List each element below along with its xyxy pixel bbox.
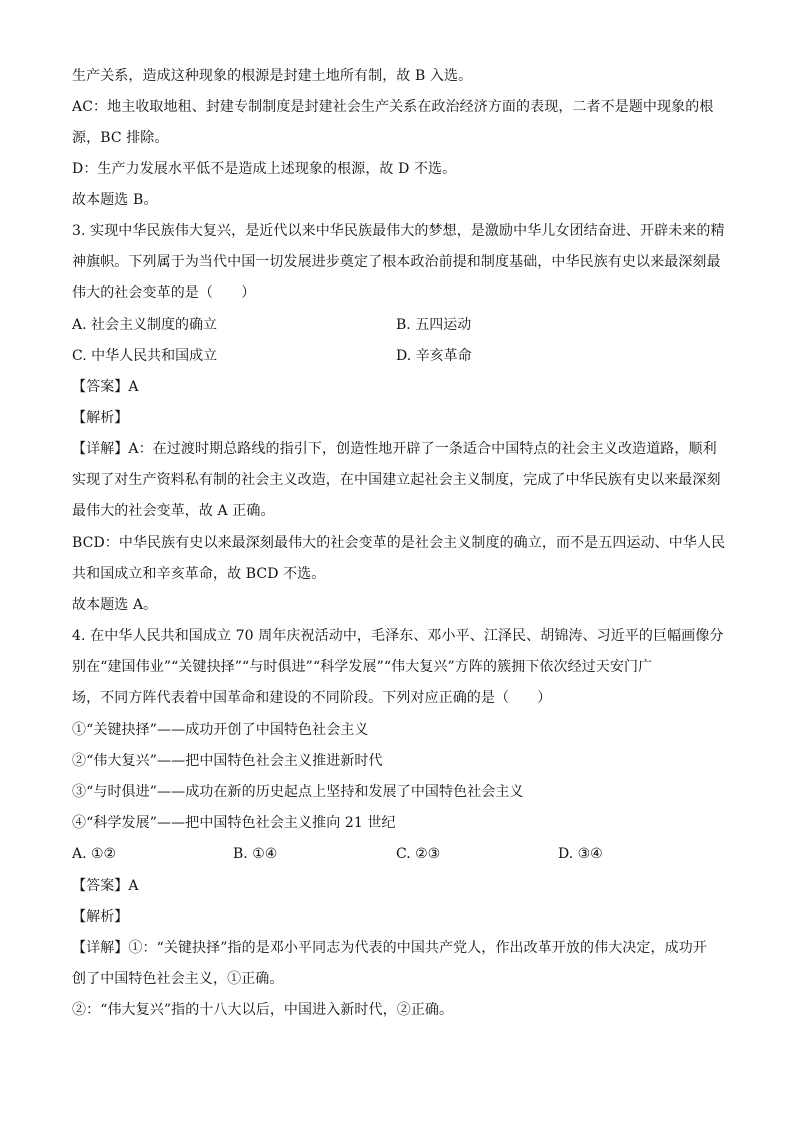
prev-answer-conclusion: 故本题选 B。: [72, 192, 158, 208]
q4-option-a: A. ①②: [72, 846, 117, 862]
q3-option-a: A. 社会主义制度的确立: [72, 317, 218, 333]
q3-option-c: C. 中华人民共和国成立: [72, 348, 218, 364]
q3-stem-line-3: 伟大的社会变革的是（ ）: [72, 285, 256, 301]
q4-item-1: ①“关键抉择”——成功开创了中国特色社会主义: [72, 722, 369, 738]
q4-stem-line-3: 场，不同方阵代表着中国革命和建设的不同阶段。下列对应正确的是（ ）: [72, 690, 552, 706]
prev-answer-line-4: D：生产力发展水平低不是造成上述现象的根源，故 D 不选。: [72, 161, 457, 177]
prev-answer-line-1: 生产关系，造成这种现象的根源是封建土地所有制，故 B 入选。: [72, 68, 473, 84]
q4-item-2: ②“伟大复兴”——把中国特色社会主义推进新时代: [72, 753, 383, 769]
q3-analysis-label: 【解析】: [72, 410, 129, 426]
q4-detail-line-1: 【详解】①：“关键抉择”指的是邓小平同志为代表的中国共产党人，作出改革开放的伟大决定，成功开: [72, 940, 707, 956]
q3-option-b: B. 五四运动: [396, 317, 472, 333]
q4-stem-line-1: 4. 在中华人民共和国成立 70 周年庆祝活动中，毛泽东、邓小平、江泽民、胡锦涛、习近平的巨幅画像分: [72, 628, 724, 644]
prev-answer-line-3: 源，BC 排除。: [72, 130, 169, 146]
q4-answer: 【答案】A: [72, 878, 139, 894]
q3-stem-line-2: 神旗帜。下列属于为当代中国一切发展进步奠定了根本政治前提和制度基础，中华民族有史以来最深刻最: [72, 254, 721, 270]
q3-answer: 【答案】A: [72, 379, 139, 395]
q4-detail-line-2: 创了中国特色社会主义，①正确。: [72, 971, 284, 987]
q4-stem-line-2: 别在“建国伟业”“关键抉择”“与时俱进”“科学发展”“伟大复兴”方阵的簇拥下依次经过天安门广: [72, 659, 653, 675]
q4-option-d: D. ③④: [558, 846, 603, 862]
q3-detail-line-3: 最伟大的社会变革，故 A 正确。: [72, 503, 275, 519]
q4-item-3: ③“与时俱进”——成功在新的历史起点上坚持和发展了中国特色社会主义: [72, 784, 524, 800]
prev-answer-line-2: AC：地主收取地租、封建专制制度是封建社会生产关系在政治经济方面的表现，二者不是题中现象的根: [72, 99, 714, 115]
q3-conclusion: 故本题选 A。: [72, 597, 158, 613]
q3-detail-line-2: 实现了对生产资料私有制的社会主义改造，在中国建立起社会主义制度，完成了中华民族有史以来最深刻: [72, 472, 721, 488]
q4-detail-line-3: ②：“伟大复兴”指的十八大以后，中国进入新时代，②正确。: [72, 1002, 454, 1018]
q4-option-c: C. ②③: [396, 846, 441, 862]
q3-detail-line-5: 共和国成立和辛亥革命，故 BCD 不选。: [72, 566, 326, 582]
q4-analysis-label: 【解析】: [72, 909, 129, 925]
q3-stem-line-1: 3. 实现中华民族伟大复兴，是近代以来中华民族最伟大的梦想，是激励中华儿女团结奋进、开辟未来的精: [72, 223, 725, 239]
q3-option-d: D. 辛亥革命: [396, 348, 472, 364]
q3-detail-line-1: 【详解】A：在过渡时期总路线的指引下，创造性地开辟了一条适合中国特点的社会主义改造道路，顺利: [72, 441, 717, 457]
q4-item-4: ④“科学发展”——把中国特色社会主义推向 21 世纪: [72, 815, 396, 831]
q3-detail-line-4: BCD：中华民族有史以来最深刻最伟大的社会变革的是社会主义制度的确立，而不是五四运动、中华人民: [72, 535, 726, 551]
q4-option-b: B. ①④: [233, 846, 278, 862]
